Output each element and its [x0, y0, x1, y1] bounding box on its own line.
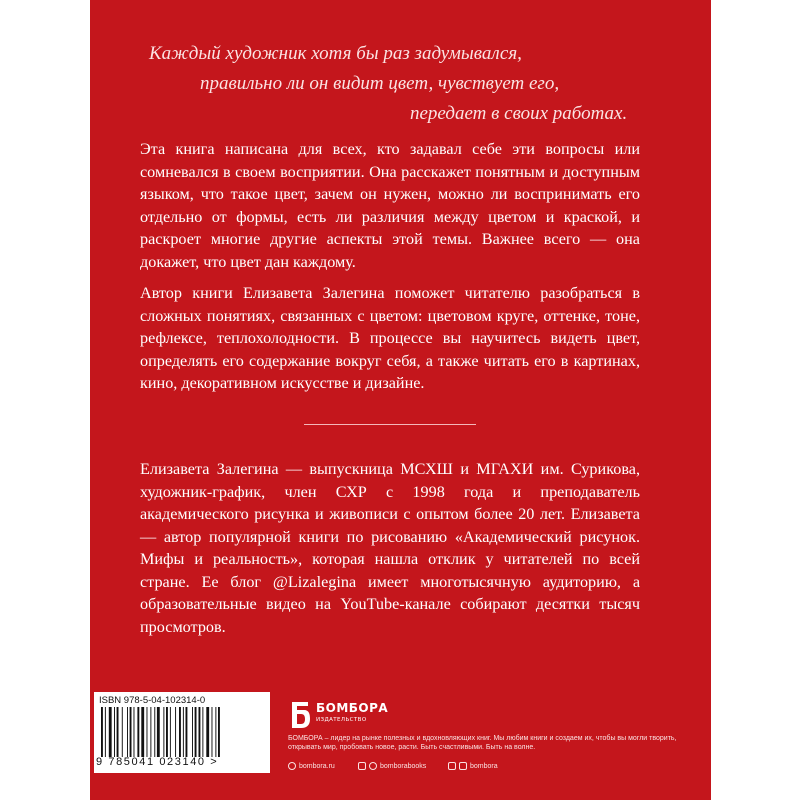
epigraph-line: передает в своих работах. [410, 103, 628, 124]
vk-icon [358, 762, 366, 770]
description-paragraph: Автор книги Елизавета Залегина поможет читателю разобраться в сложных понятиях, связанных с цветом: цветовом круге, оттенке, тоне, рефлексе, теплохолодности. В процессе вы научитесь видеть цвет, определять его содержание вокруг себя, а также читать его в картинах, кино, декоративном искусстве и дизайне. [140, 284, 640, 392]
isbn-text: ISBN 978-5-04-102314-0 [99, 695, 206, 706]
epigraph-line: правильно ли он видит цвет, чувствует его, [200, 73, 560, 94]
bombora-logo-icon [288, 700, 312, 730]
social-label: bombora.ru [299, 762, 335, 770]
social-links [288, 762, 688, 774]
social-youtube [448, 762, 498, 770]
youtube-icon [459, 762, 467, 770]
description-paragraph: Эта книга написана для всех, кто задавал себе эти вопросы или сомневался в своем восприятии. Она расскажет понятным и доступным языком, что такое цвет, зачем он нужен, можно ли воспринимать его отдельно от формы, есть ли различия между цветом и краской, и раскроет многие другие аспекты этой темы. Важнее всего — она докажет, что цвет дан каждому. [140, 140, 640, 271]
epigraph-line: Каждый художник хотя бы раз задумывался, [149, 43, 522, 64]
telegram-icon [448, 762, 456, 770]
facebook-icon [369, 762, 377, 770]
publisher-logo [288, 700, 398, 732]
publisher-tagline: БОМБОРА – лидер на рынке полезных и вдохновляющих книг. Мы любим книги и создаем их, чтобы вы могли творить, открывать мир, пробовать новое, расти. Быть счастливыми. Быть на волне. [288, 735, 677, 752]
social-site [288, 762, 335, 770]
logo-subtitle: ИЗДАТЕЛЬСТВО [316, 717, 367, 723]
social-vk [358, 762, 426, 770]
back-cover [90, 0, 711, 800]
social-label: bomborabooks [380, 762, 427, 770]
barcode-digits: 9 785041 023140 > [96, 756, 219, 768]
instagram-icon [288, 762, 296, 770]
author-bio: Елизавета Залегина — выпускница МСХШ и МГАХИ им. Сурикова, художник-график, член СХР с 1998 года и преподаватель академического рисунка и живописи с опытом более 20 лет. Елизавета — автор популярной книги по рисованию «Академический рисунок. Мифы и реальность», которая нашла отклик у читателей по всей стране. Ее блог @Lizalegina имеет многотысячную аудиторию, а образовательные видео на YouTube-канале собирают десятки тысяч просмотров. [140, 460, 640, 636]
logo-name: БОМБОРА [316, 701, 389, 715]
social-label: bombora [470, 762, 498, 770]
isbn-barcode [94, 692, 270, 773]
divider [304, 424, 476, 425]
barcode-bars [99, 707, 259, 757]
